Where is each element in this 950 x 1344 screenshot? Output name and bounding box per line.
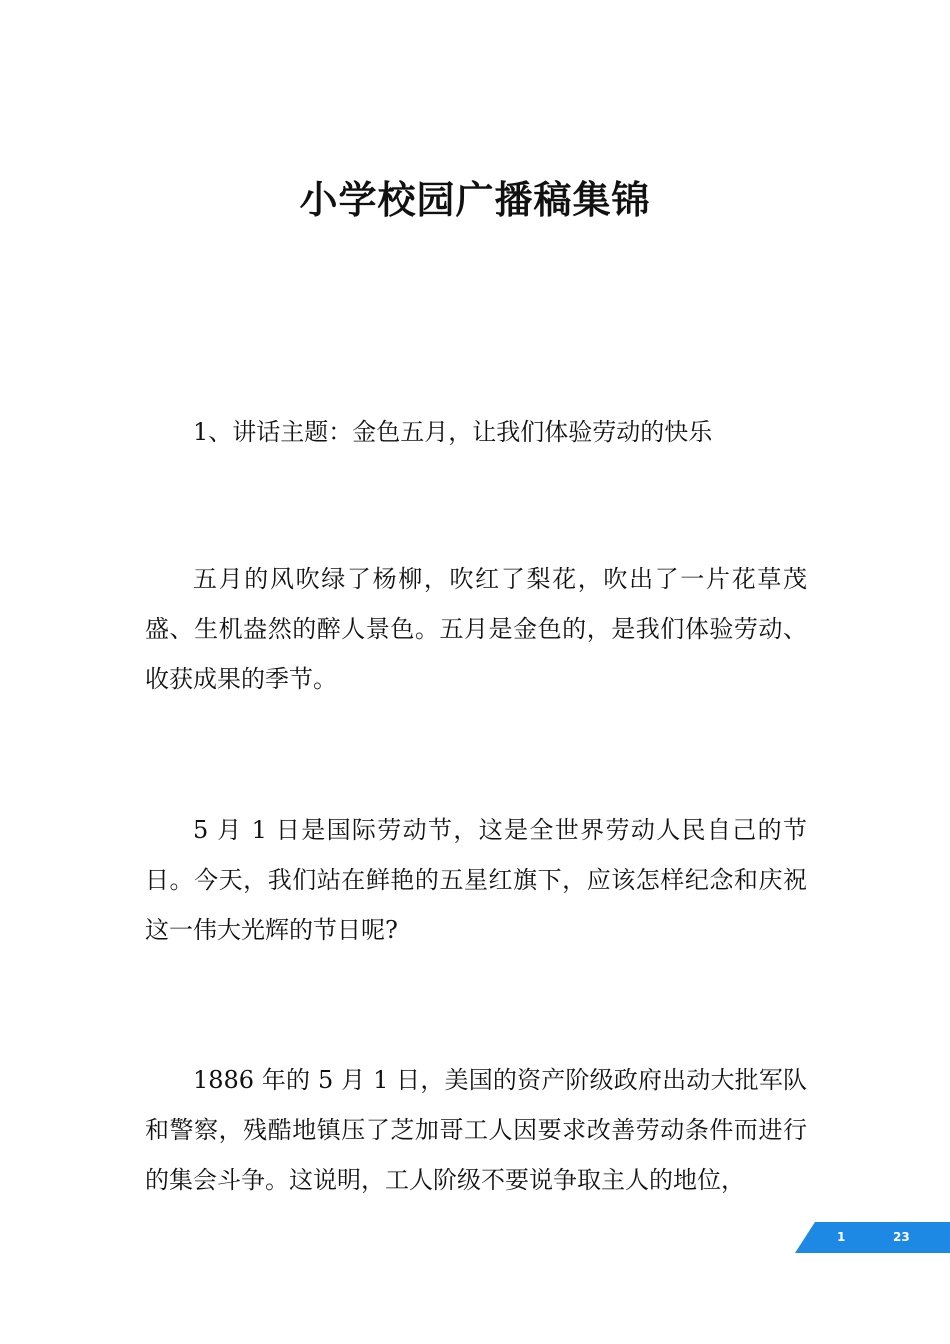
document-title: 小学校园广播稿集锦 — [299, 178, 651, 222]
speech-topic-heading: 1、讲话主题：金色五月，让我们体验劳动的快乐 — [193, 418, 713, 446]
page-footer-badge — [795, 1222, 950, 1253]
paragraph-1: 五月的风吹绿了杨柳，吹红了梨花，吹出了一片花草茂盛、生机盎然的醉人景色。五月是金色的，是我们体验劳动、收获成果的季节。 — [145, 565, 807, 693]
footer-banner-shape — [795, 1222, 950, 1253]
total-pages: 23 — [893, 1230, 910, 1244]
paragraph-2: 5 月 1 日是国际劳动节，这是全世界劳动人民自己的节日。今天，我们站在鲜艳的五星红旗下，应该怎样纪念和庆祝这一伟大光辉的节日呢? — [145, 816, 807, 944]
paragraph-3: 1886 年的 5 月 1 日，美国的资产阶级政府出动大批军队和警察，残酷地镇压了芝加哥工人因要求改善劳动条件而进行的集会斗争。这说明，工人阶级不要说争取主人的地位， — [145, 1066, 807, 1194]
page-number: 1 — [837, 1230, 846, 1244]
